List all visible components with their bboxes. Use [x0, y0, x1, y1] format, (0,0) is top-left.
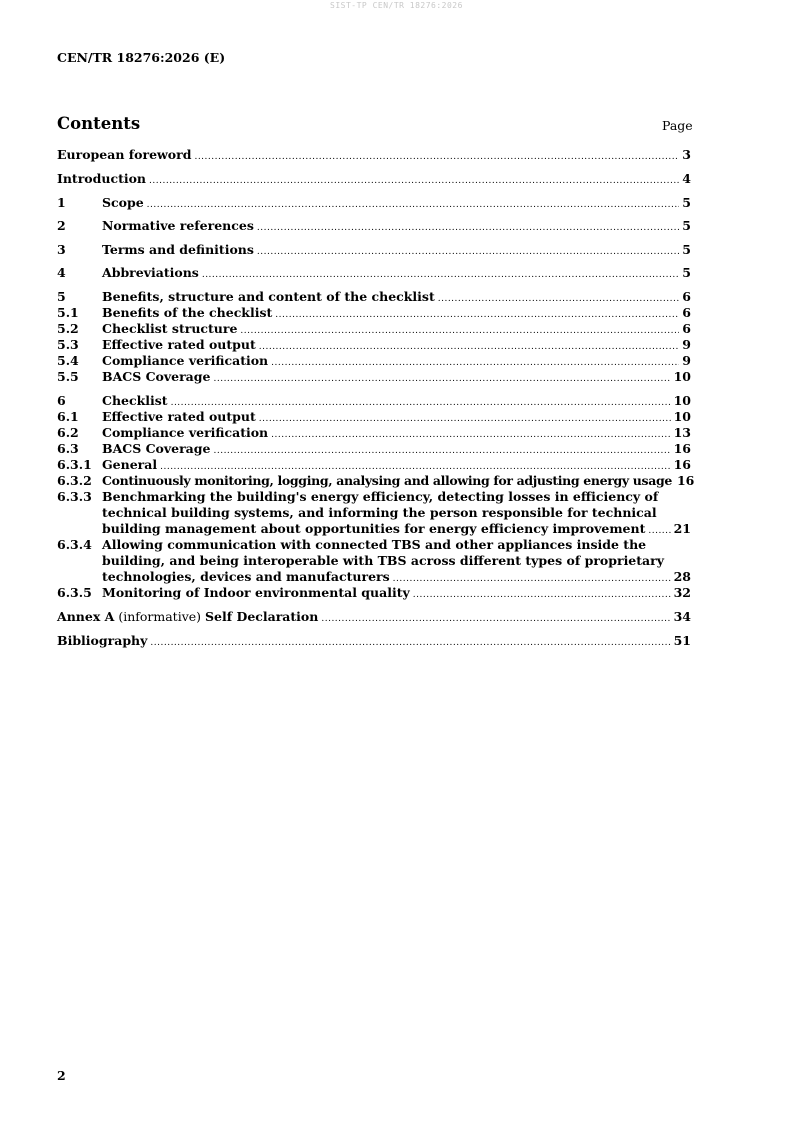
toc-entry-page: 5 — [682, 218, 691, 233]
leader-dots — [149, 173, 679, 189]
toc-entry-page: 13 — [673, 425, 691, 440]
leader-dots — [257, 220, 679, 236]
toc-entry-annex-a[interactable] — [57, 609, 691, 627]
toc-entry-number: 6.3 — [57, 441, 79, 456]
toc-entry-page: 5 — [682, 265, 691, 280]
toc-entry-5-5[interactable] — [57, 369, 691, 387]
toc-entry-text-line-3: building management about opportunities for energy efficiency improvement — [102, 521, 646, 536]
toc-entry-text: Monitoring of Indoor environmental quality — [102, 585, 410, 600]
toc-entry-abbreviations[interactable] — [57, 265, 691, 283]
toc-entry-text-line-1: Benchmarking the building's energy efficiency, detecting losses in efficiency of — [102, 489, 659, 504]
toc-entry-6-3-4[interactable] — [57, 537, 691, 587]
toc-entry-6-3-5[interactable] — [57, 585, 691, 603]
toc-entry-introduction[interactable] — [57, 171, 691, 189]
toc-entry-page: 6 — [682, 305, 691, 320]
toc-entry-text-line-2: building, and being interoperable with TBS across different types of proprietary — [102, 553, 664, 568]
toc-entry-normative-references[interactable] — [57, 218, 691, 236]
toc-entry-page: 16 — [673, 457, 691, 472]
toc-entry-text: Introduction — [57, 171, 147, 186]
toc-entry-number: 2 — [57, 218, 66, 233]
toc-entry-number: 6.3.2 — [57, 473, 92, 488]
toc-entry-number: 1 — [57, 195, 66, 210]
leader-dots — [413, 587, 671, 603]
toc-entry-text: BACS Coverage — [102, 369, 211, 384]
watermark: SIST-TP CEN/TR 18276:2026 — [330, 1, 463, 10]
toc-entry-number: 6.3.4 — [57, 537, 92, 552]
toc-entry-page: 16 — [676, 473, 695, 488]
leader-dots — [213, 371, 670, 387]
toc-entry-number: 5.5 — [57, 369, 79, 384]
toc-entry-page: 10 — [673, 409, 691, 424]
toc-entry-text: European foreword — [57, 147, 192, 162]
toc-entry-page: 21 — [673, 521, 691, 536]
toc-entry-page: 4 — [682, 171, 691, 186]
toc-entry-number: 4 — [57, 265, 66, 280]
toc-entry-text: Effective rated output — [102, 409, 256, 424]
toc-entry-number: 6.3.5 — [57, 585, 92, 600]
toc-entry-text: Benefits, structure and content of the checklist — [102, 289, 435, 304]
toc-entry-text: Checklist — [102, 393, 168, 408]
toc-entry-text: Normative references — [102, 218, 254, 233]
page-number: 2 — [57, 1068, 66, 1083]
toc-entry-page: 9 — [682, 353, 691, 368]
annex-title: Self Declaration — [205, 609, 319, 624]
toc-entry-page: 9 — [682, 337, 691, 352]
toc-entry-number: 6 — [57, 393, 66, 408]
toc-entry-number: 5.2 — [57, 321, 79, 336]
toc-entry-text: Benefits of the checklist — [102, 305, 273, 320]
toc-entry-page: 32 — [673, 585, 691, 600]
toc-entry-text: Checklist structure — [102, 321, 238, 336]
toc-entry-number: 3 — [57, 242, 66, 257]
toc-entry-number: 6.1 — [57, 409, 79, 424]
toc-entry-number: 6.2 — [57, 425, 79, 440]
page-column-label: Page — [662, 118, 693, 133]
annex-type: (informative) — [114, 609, 206, 624]
toc-entry-number: 6.3.3 — [57, 489, 92, 504]
toc-entry-page: 16 — [673, 441, 691, 456]
toc-entry-page: 6 — [682, 289, 691, 304]
toc-entry-page: 10 — [673, 369, 691, 384]
toc-entry-number: 5.3 — [57, 337, 79, 352]
toc-entry-text: Continuously monitoring, logging, analysing and allowing for adjusting energy usage — [102, 473, 672, 488]
toc-entry-page: 3 — [682, 147, 691, 162]
toc-entry-text-line-2: technical building systems, and informing the person responsible for technical — [102, 505, 657, 520]
toc-entry-text: Effective rated output — [102, 337, 256, 352]
toc-entry-text: Bibliography — [57, 633, 148, 648]
toc-entry-text: General — [102, 457, 158, 472]
toc-entry-text: Terms and definitions — [102, 242, 254, 257]
leader-dots — [194, 149, 679, 165]
toc-entry-european-foreword[interactable] — [57, 147, 691, 165]
leader-dots — [147, 197, 680, 213]
toc-entry-number: 6.3.1 — [57, 457, 92, 472]
toc-entry-page: 6 — [682, 321, 691, 336]
leader-dots — [321, 611, 670, 627]
toc-entry-page: 5 — [682, 195, 691, 210]
toc-entry-page: 51 — [673, 633, 691, 648]
leader-dots — [257, 244, 679, 260]
toc-entry-text: BACS Coverage — [102, 441, 211, 456]
document-id: CEN/TR 18276:2026 (E) — [57, 50, 226, 65]
toc-entry-text-line-1: Allowing communication with connected TBS and other appliances inside the — [102, 537, 647, 552]
toc-entry-number: 5 — [57, 289, 66, 304]
toc-entry-bibliography[interactable] — [57, 633, 691, 651]
toc-entry-text: Compliance verification — [102, 353, 269, 368]
annex-label: Annex A — [57, 609, 115, 624]
leader-dots — [202, 267, 679, 283]
toc-entry-6-3-2[interactable] — [57, 473, 695, 489]
toc-entry-page: 10 — [673, 393, 691, 408]
leader-dots — [150, 635, 670, 651]
toc-entry-text: Abbreviations — [102, 265, 199, 280]
contents-title: Contents — [57, 114, 141, 133]
toc-entry-page: 28 — [673, 569, 691, 584]
toc-entry-6-3-3[interactable] — [57, 489, 691, 539]
toc-entry-scope[interactable] — [57, 195, 691, 213]
toc-entry-number: 5.4 — [57, 353, 79, 368]
toc-entry-number: 5.1 — [57, 305, 79, 320]
toc-entry-text: Scope — [102, 195, 144, 210]
toc-entry-text: Compliance verification — [102, 425, 269, 440]
toc-entry-page: 34 — [673, 609, 691, 624]
toc-entry-terms-and-definitions[interactable] — [57, 242, 691, 260]
toc-entry-page: 5 — [682, 242, 691, 257]
toc-entry-text-line-3: technologies, devices and manufacturers — [102, 569, 390, 584]
